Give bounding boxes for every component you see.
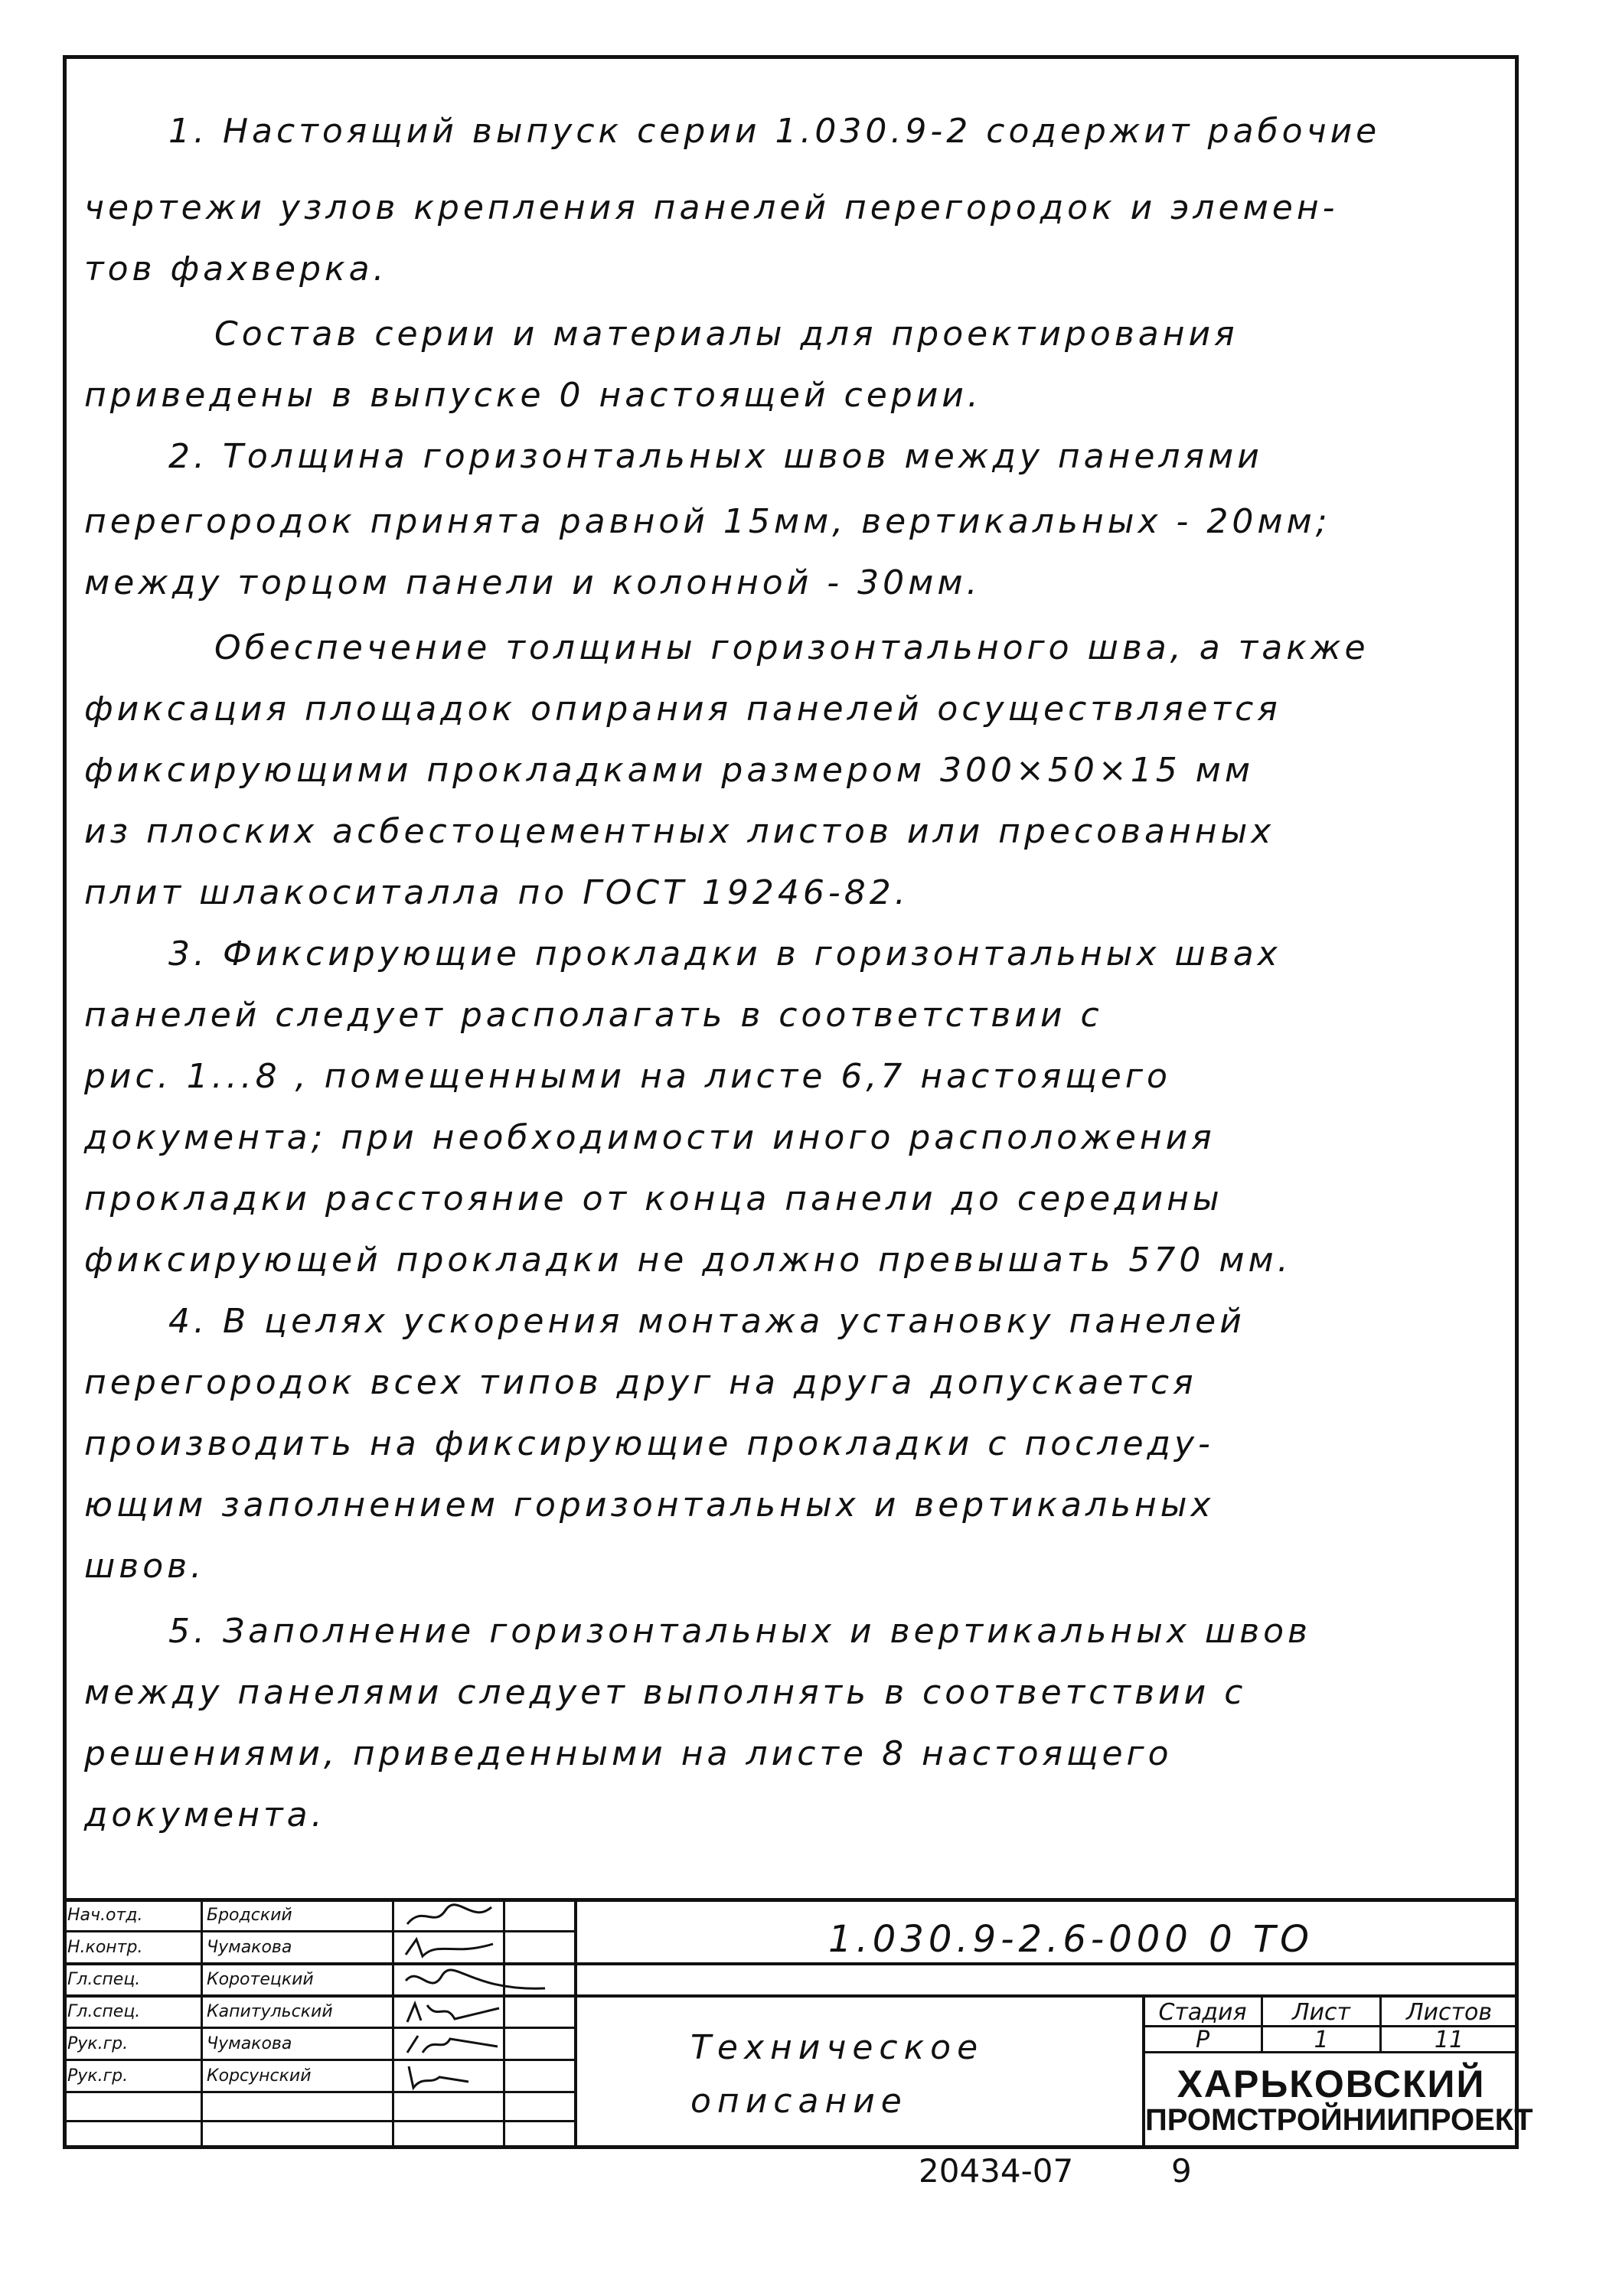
text-line: фиксация площадок опирания панелей осуществляется [84, 690, 1281, 729]
text-line: панелей следует располагать в соответствии с [84, 996, 1103, 1035]
signature-scribble [400, 1933, 499, 1964]
document-title-line2: описание [690, 2082, 908, 2121]
text-line: тов фахверка. [84, 249, 388, 289]
title-block-rule [574, 1898, 577, 2149]
signature-scribble [400, 2062, 507, 2092]
text-line: перегородок всех типов друг на друга допускается [84, 1363, 1197, 1402]
signature-scribble [400, 1965, 553, 1996]
text-line: чертежи узлов крепления панелей перегородок и элемен- [84, 188, 1339, 227]
text-line: Обеспечение толщины горизонтального шва, а также [214, 628, 1369, 667]
title-block-rule [63, 1962, 1519, 1965]
document-title-line1: Техническое [690, 2028, 984, 2067]
role-label: Нач.отд. [67, 1906, 143, 1925]
sheet-header: Лист [1291, 1999, 1351, 2026]
text-line: прокладки расстояние от конца панели до середины [84, 1179, 1223, 1218]
sheet-value: 1 [1314, 2027, 1329, 2053]
person-name: Корсунский [207, 2066, 312, 2086]
organization-name: ХАРЬКОВСКИЙ [1177, 2063, 1486, 2105]
stage-value: Р [1195, 2027, 1210, 2053]
title-block-rule [63, 1994, 1519, 1998]
person-name: Чумакова [207, 1938, 292, 1957]
text-line: между торцом панели и колонной - 30мм. [84, 563, 981, 602]
stage-header: Стадия [1158, 1999, 1247, 2026]
role-label: Н.контр. [67, 1938, 143, 1957]
person-name: Чумакова [207, 2034, 292, 2053]
text-line: 3. Фиксирующие прокладки в горизонтальных швах [168, 934, 1281, 974]
text-line: производить на фиксирующие прокладки с последу- [84, 1424, 1214, 1463]
text-line: 2. Толщина горизонтальных швов между панелями [168, 437, 1263, 476]
text-line: из плоских асбестоцементных листов или пресованных [84, 812, 1275, 851]
text-line: решениями, приведенными на листе 8 настоящего [84, 1734, 1173, 1773]
title-block [63, 1898, 1533, 2149]
archive-number: 20434-07 [919, 2152, 1074, 2190]
title-block-top-border [63, 1898, 1519, 1902]
person-name: Бродский [207, 1906, 292, 1925]
text-line: фиксирующими прокладками размером 300×50×15 мм [84, 751, 1255, 790]
title-block-rule [201, 1898, 203, 2149]
role-label: Гл.спец. [67, 2002, 141, 2021]
organization-name: ПРОМСТРОЙНИИПРОЕКТ [1145, 2103, 1533, 2137]
text-line: документа; при необходимости иного расположения [84, 1118, 1216, 1157]
signature-scribble [400, 2030, 507, 2060]
role-label: Рук.гр. [67, 2066, 129, 2086]
sheets-header: Листов [1405, 1999, 1493, 2026]
page-number: 9 [1171, 2152, 1192, 2190]
role-label: Гл.спец. [67, 1970, 141, 1989]
text-line: фиксирующей прокладки не должно превышать 570 мм. [84, 1241, 1292, 1280]
title-block-rule [63, 2120, 576, 2122]
text-line: между панелями следует выполнять в соответствии с [84, 1673, 1247, 1712]
drawing-frame [63, 55, 1533, 2149]
sheets-value: 11 [1434, 2027, 1464, 2053]
text-line: приведены в выпуске 0 настоящей серии. [84, 376, 982, 415]
text-line: перегородок принята равной 15мм, вертикальных - 20мм; [84, 502, 1331, 541]
text-line: плит шлакоситалла по ГОСТ 19246-82. [84, 873, 909, 912]
text-line: 1. Настоящий выпуск серии 1.030.9-2 содержит рабочие [168, 112, 1381, 151]
role-label: Рук.гр. [67, 2034, 129, 2053]
title-block-rule [392, 1898, 394, 2149]
text-line: швов. [84, 1547, 206, 1586]
person-name: Коротецкий [207, 1970, 314, 1989]
text-line: ющим заполнением горизонтальных и вертикальных [84, 1486, 1215, 1525]
text-line: 4. В целях ускорения монтажа установку панелей [168, 1302, 1245, 1341]
text-line: Состав серии и материалы для проектирования [214, 315, 1239, 354]
signature-scribble [400, 1901, 499, 1932]
text-line: документа. [84, 1795, 326, 1835]
document-designation: 1.030.9-2.6-000 0 ТО [828, 1918, 1314, 1961]
text-line: 5. Заполнение горизонтальных и вертикальных швов [168, 1612, 1311, 1651]
signature-scribble [400, 1998, 507, 2028]
text-line: рис. 1...8 , помещенными на листе 6,7 настоящего [84, 1057, 1171, 1096]
person-name: Капитульский [207, 2002, 333, 2021]
